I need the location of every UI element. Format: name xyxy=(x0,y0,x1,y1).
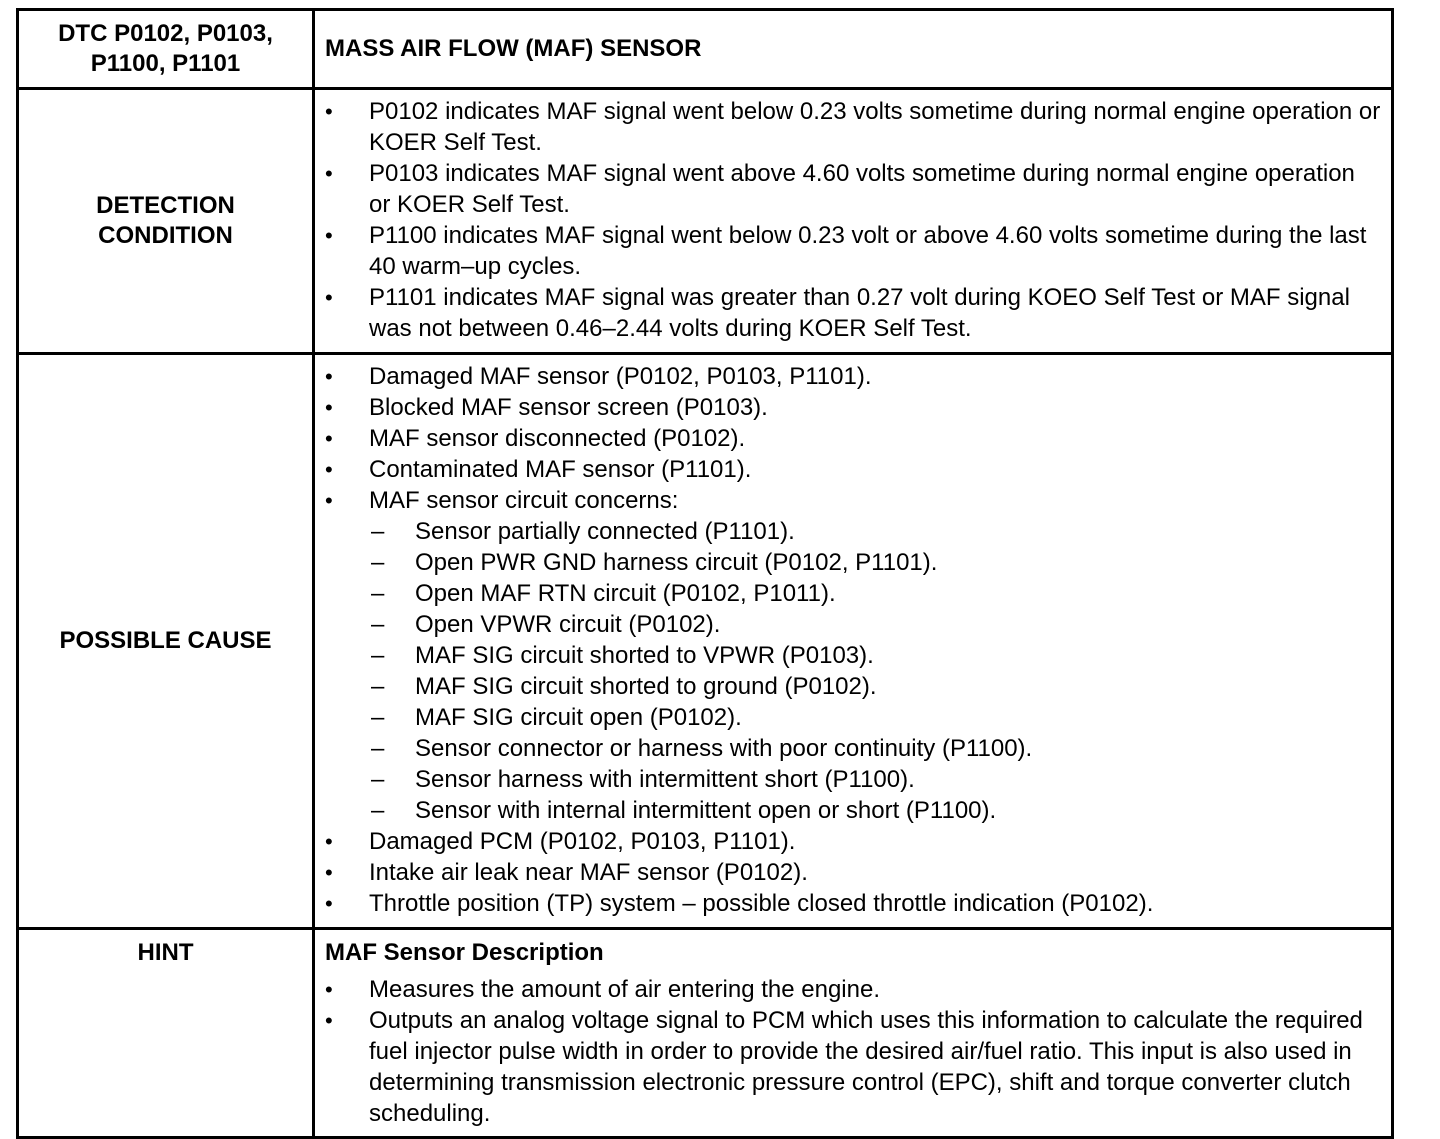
cause-label-cell xyxy=(18,354,314,929)
hint-title: MAF Sensor Description xyxy=(325,939,604,966)
detection-content-cell xyxy=(314,89,1393,354)
page-title: MASS AIR FLOW (MAF) SENSOR xyxy=(325,34,702,62)
sub-list-item: – Sensor harness with intermittent short (P1100). xyxy=(325,764,1381,795)
cause-label: POSSIBLE CAUSE xyxy=(59,627,272,654)
cause-sub-list xyxy=(325,516,1381,826)
hint-list xyxy=(325,974,1381,1129)
list-item: • Outputs an analog voltage signal to PCM which uses this information to calculate the required fuel injector pulse width in order to provide the desired air/fuel ratio. This input is also used in determining transmission electronic pressure control (EPC), shift and torque converter clutch scheduling. xyxy=(325,1005,1381,1129)
list-item: • Contaminated MAF sensor (P1101). xyxy=(325,454,1381,485)
sub-list-item: – Open VPWR circuit (P0102). xyxy=(325,609,1381,640)
detection-label: DETECTION CONDITION xyxy=(96,192,235,249)
cause-row xyxy=(18,354,1393,929)
sub-list-item: – MAF SIG circuit open (P0102). xyxy=(325,702,1381,733)
list-item: • MAF sensor circuit concerns: xyxy=(325,485,1381,516)
sub-list-item: – MAF SIG circuit shorted to VPWR (P0103). xyxy=(325,640,1381,671)
sub-list-item: – Sensor with internal intermittent open or short (P1100). xyxy=(325,795,1381,826)
sub-list-item: – Sensor connector or harness with poor continuity (P1100). xyxy=(325,733,1381,764)
dtc-codes-label: DTC P0102, P0103, P1100, P1101 xyxy=(58,20,273,77)
list-item: • P0103 indicates MAF signal went above 4.60 volts sometime during normal engine operation or KOER Self Test. xyxy=(325,158,1381,220)
sub-list-item: – MAF SIG circuit shorted to ground (P0102). xyxy=(325,671,1381,702)
hint-content-cell xyxy=(314,929,1393,1138)
hint-row xyxy=(18,929,1393,1138)
detection-row xyxy=(18,89,1393,354)
list-item: • Intake air leak near MAF sensor (P0102). xyxy=(325,857,1381,888)
hint-label: HINT xyxy=(137,939,194,966)
sub-list-item: – Sensor partially connected (P1101). xyxy=(325,516,1381,547)
list-item: • P1101 indicates MAF signal was greater than 0.27 volt during KOEO Self Test or MAF signal was not between 0.46–2.44 volts during KOER Self Test. xyxy=(325,282,1381,344)
hint-label-cell xyxy=(18,929,314,1138)
cause-list-bottom xyxy=(325,826,1381,919)
list-item: • Blocked MAF sensor screen (P0103). xyxy=(325,392,1381,423)
detection-list xyxy=(325,96,1381,344)
sub-list-item: – Open PWR GND harness circuit (P0102, P1101). xyxy=(325,547,1381,578)
dtc-codes-cell xyxy=(18,10,314,89)
list-item: • Damaged MAF sensor (P0102, P0103, P1101). xyxy=(325,361,1381,392)
list-item: • P0102 indicates MAF signal went below 0.23 volts sometime during normal engine operation or KOER Self Test. xyxy=(325,96,1381,158)
detection-label-cell xyxy=(18,89,314,354)
sub-list-item: – Open MAF RTN circuit (P0102, P1011). xyxy=(325,578,1381,609)
cause-content-cell xyxy=(314,354,1393,929)
list-item: • Damaged PCM (P0102, P0103, P1101). xyxy=(325,826,1381,857)
dtc-table xyxy=(16,8,1394,1139)
list-item: • Measures the amount of air entering the engine. xyxy=(325,974,1381,1005)
header-row xyxy=(18,10,1393,89)
list-item: • MAF sensor disconnected (P0102). xyxy=(325,423,1381,454)
title-cell xyxy=(314,10,1393,89)
list-item: • P1100 indicates MAF signal went below 0.23 volt or above 4.60 volts sometime during the last 40 warm–up cycles. xyxy=(325,220,1381,282)
list-item: • Throttle position (TP) system – possible closed throttle indication (P0102). xyxy=(325,888,1381,919)
cause-list-top xyxy=(325,361,1381,516)
